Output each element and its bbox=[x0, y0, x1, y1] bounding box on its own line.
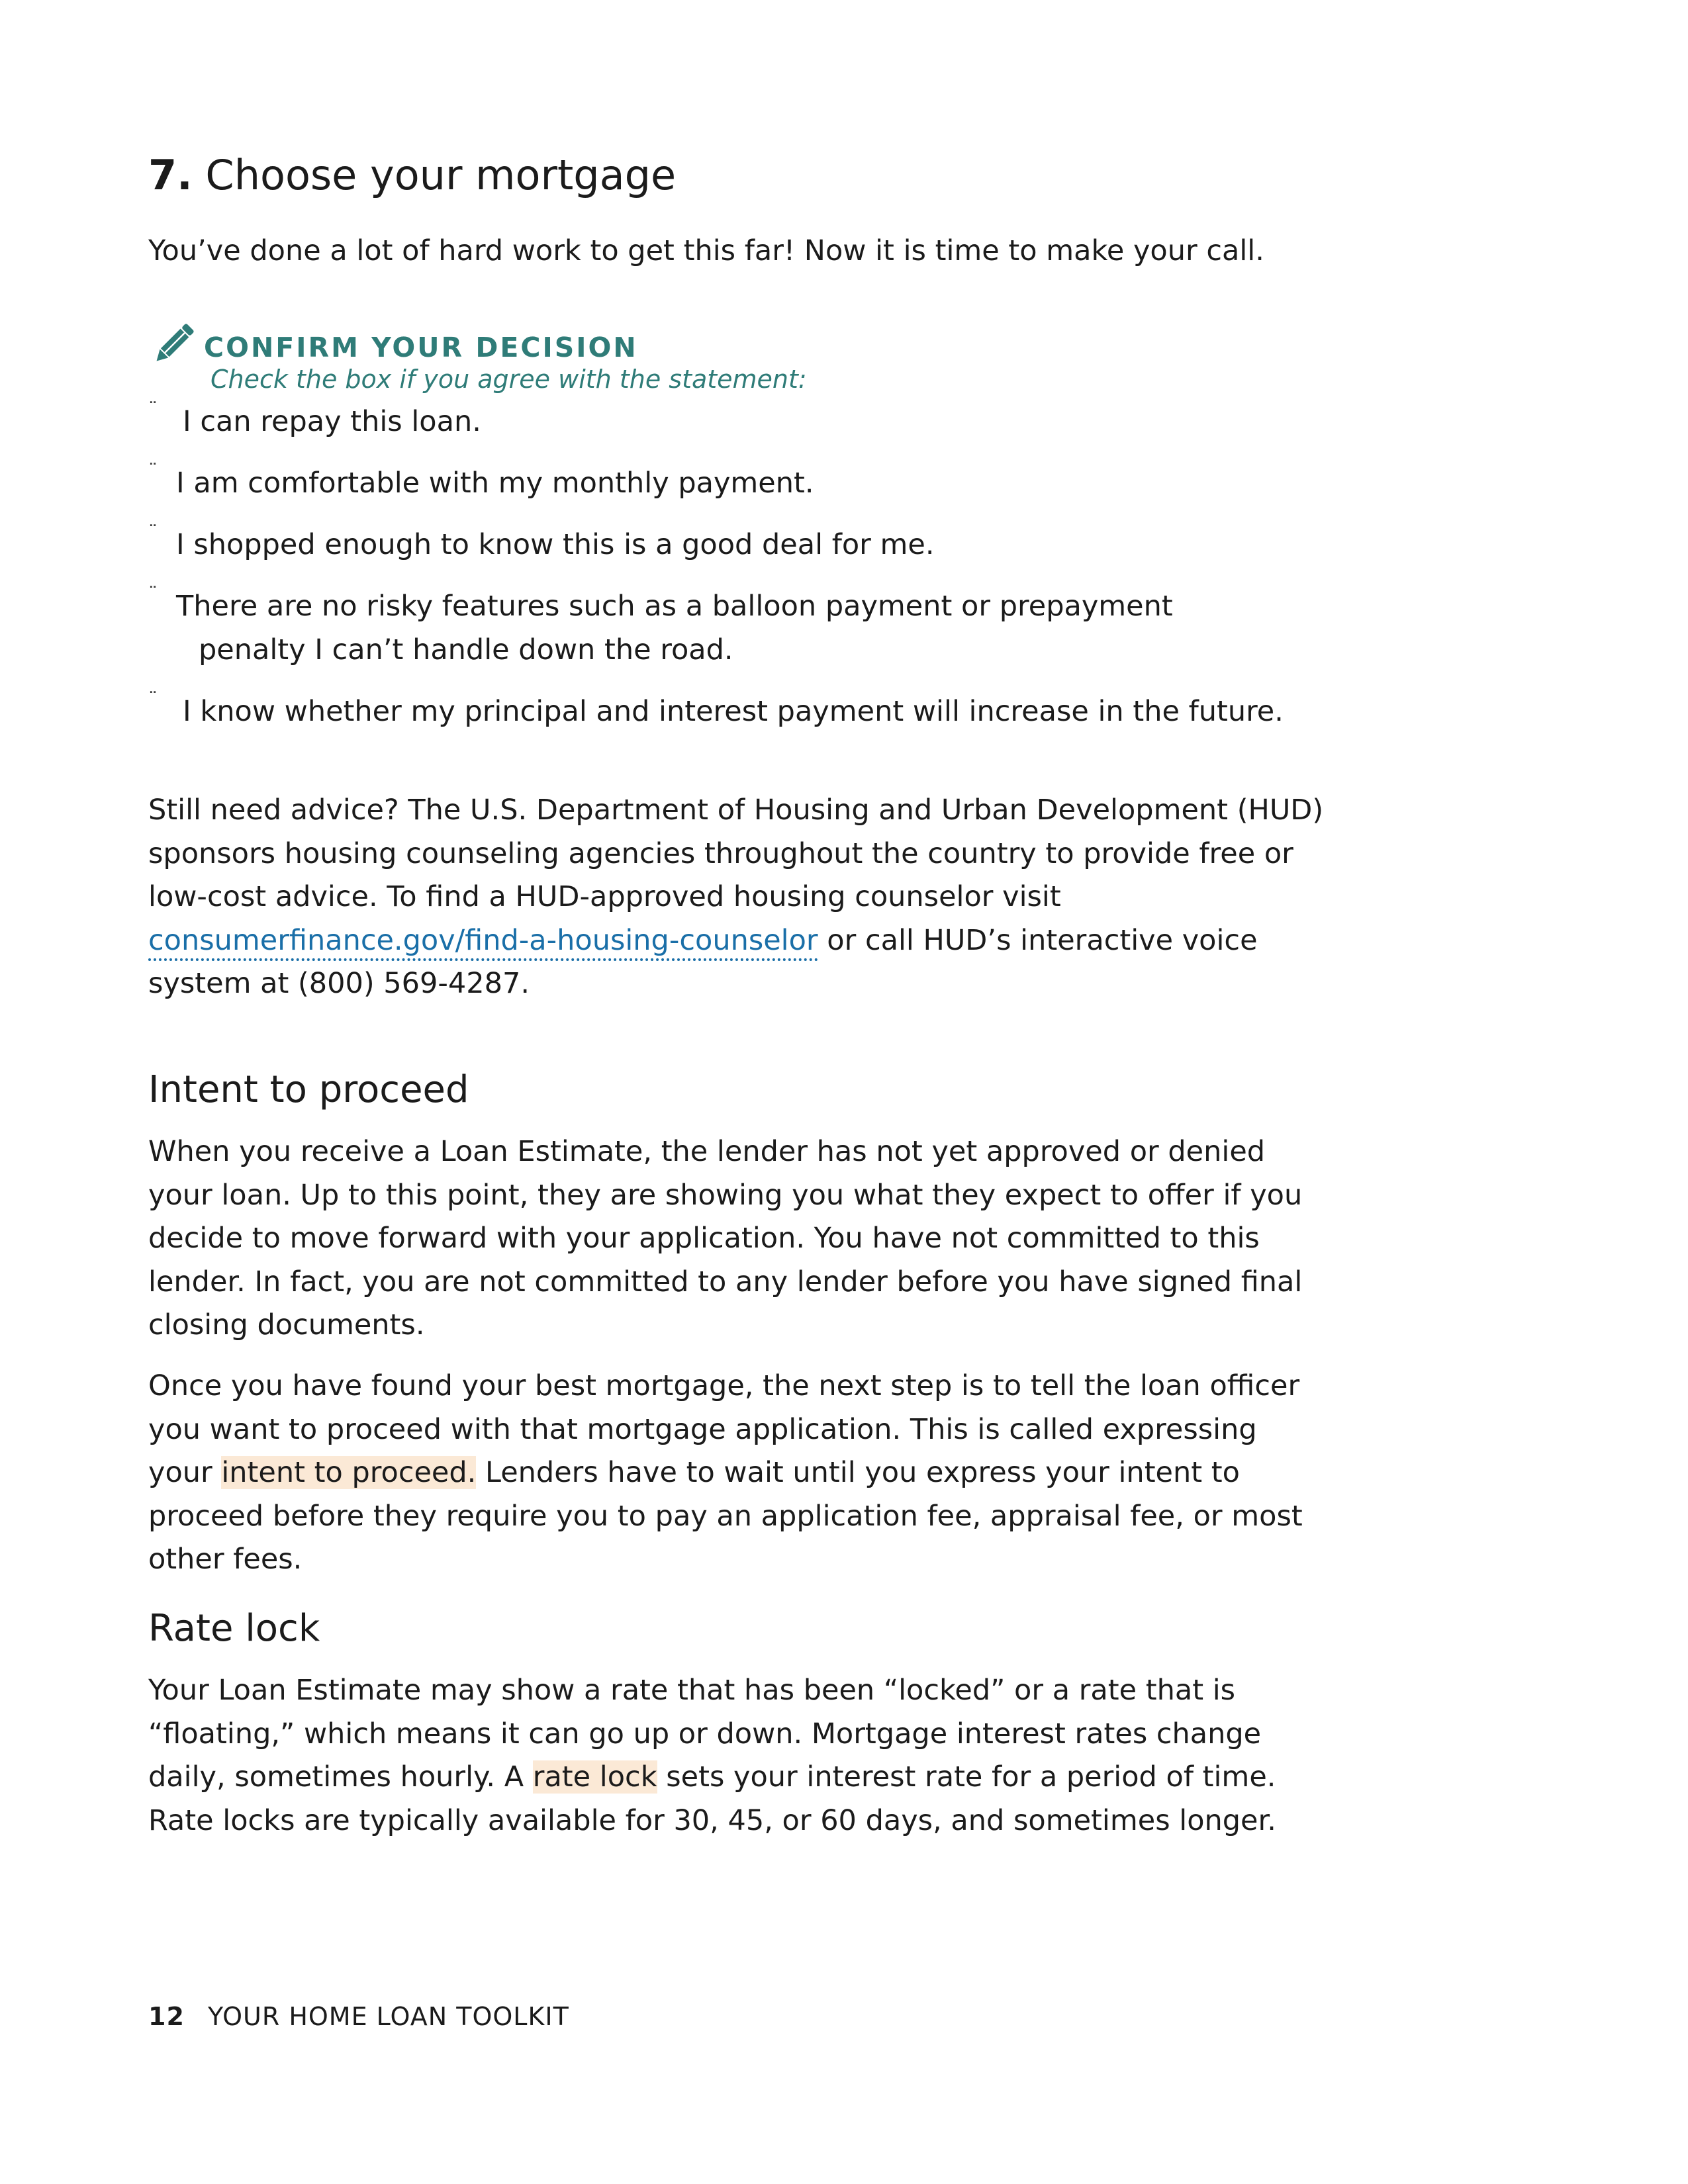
checklist-item-label: I shopped enough to know this is a good deal for me. bbox=[176, 528, 935, 561]
intent-to-proceed-term: intent to proceed. bbox=[221, 1456, 477, 1489]
advice-text: Still need advice? The U.S. Department of Housing and Urban Development (HUD) sponsors housing counseling agencies throughout the country to provide free or low-cost advice. To find a HUD-approved housing counselor visit bbox=[148, 794, 1324, 913]
checklist-item[interactable] bbox=[148, 461, 1327, 505]
confirm-title: CONFIRM YOUR DECISION bbox=[204, 332, 638, 363]
intent-paragraph-2 bbox=[148, 1365, 1327, 1582]
decision-checklist bbox=[148, 400, 1327, 751]
rate-lock-text: Your Loan Estimate may show a rate that has been “locked” or a rate that is “floating,” which means it can go up or down. Mortgage interest rates change daily, sometimes hourly. A bbox=[148, 1674, 1262, 1794]
rate-lock-paragraph bbox=[148, 1669, 1327, 1843]
checklist-item[interactable] bbox=[148, 584, 1327, 672]
checklist-item-label: I know whether my principal and interest payment will increase in the future. bbox=[183, 695, 1284, 728]
checklist-item-label-continued: penalty I can’t handle down the road. bbox=[199, 633, 733, 666]
checkbox-icon[interactable]: ¨ bbox=[148, 582, 158, 604]
checklist-item-label: I can repay this loan. bbox=[183, 405, 481, 438]
step-heading bbox=[148, 151, 676, 200]
step-intro: You’ve done a lot of hard work to get this far! Now it is time to make your call. bbox=[148, 234, 1264, 267]
rate-lock-heading: Rate lock bbox=[148, 1607, 320, 1650]
step-number: 7. bbox=[148, 151, 193, 199]
confirm-instruction: Check the box if you agree with the statement: bbox=[211, 365, 807, 394]
pencil-icon bbox=[148, 319, 199, 369]
intent-heading: Intent to proceed bbox=[148, 1068, 469, 1111]
page-number: 12 bbox=[148, 2002, 185, 2031]
housing-counselor-link[interactable]: consumerfinance.gov/find-a-housing-counselor bbox=[148, 924, 818, 961]
checkbox-icon[interactable]: ¨ bbox=[148, 459, 158, 481]
checklist-item[interactable] bbox=[148, 690, 1327, 733]
advice-text-after: or call HUD’s interactive voice system at (800) 569-4287. bbox=[148, 923, 1258, 1000]
rate-lock-text-after: sets your interest rate for a period of time. Rate locks are typically available for 30, 45, or 60 days, and sometimes longer. bbox=[148, 1760, 1276, 1837]
checklist-item-label: I am comfortable with my monthly payment. bbox=[176, 467, 814, 500]
rate-lock-term: rate lock bbox=[532, 1760, 657, 1794]
intent-p2-text: Once you have found your best mortgage, the next step is to tell the loan officer you want to proceed with that mortgage application. This is called expressing your bbox=[148, 1369, 1300, 1489]
document-page bbox=[148, 0, 1340, 2184]
page-footer bbox=[148, 2000, 569, 2033]
checkbox-icon[interactable]: ¨ bbox=[148, 398, 158, 420]
checklist-item-label: There are no risky features such as a balloon payment or prepayment bbox=[176, 590, 1173, 623]
checklist-item[interactable] bbox=[148, 523, 1327, 567]
footer-title: YOUR HOME LOAN TOOLKIT bbox=[207, 2002, 569, 2031]
intent-p2-text-after: Lenders have to wait until you express your intent to proceed before they require you to pay an application fee, appraisal fee, or most other fees. bbox=[148, 1456, 1303, 1576]
advice-paragraph bbox=[148, 789, 1327, 1006]
intent-paragraph-1: When you receive a Loan Estimate, the lender has not yet approved or denied your loan. Up to this point, they are showing you what they expect to offer if you decide to move forward with your application. You have not committed to this lender. In fact, you are not committed to any lender before you have signed final closing documents. bbox=[148, 1135, 1303, 1342]
checklist-item[interactable] bbox=[148, 400, 1327, 443]
step-title: Choose your mortgage bbox=[205, 151, 677, 199]
checkbox-icon[interactable]: ¨ bbox=[148, 521, 158, 543]
checkbox-icon[interactable]: ¨ bbox=[148, 688, 158, 709]
